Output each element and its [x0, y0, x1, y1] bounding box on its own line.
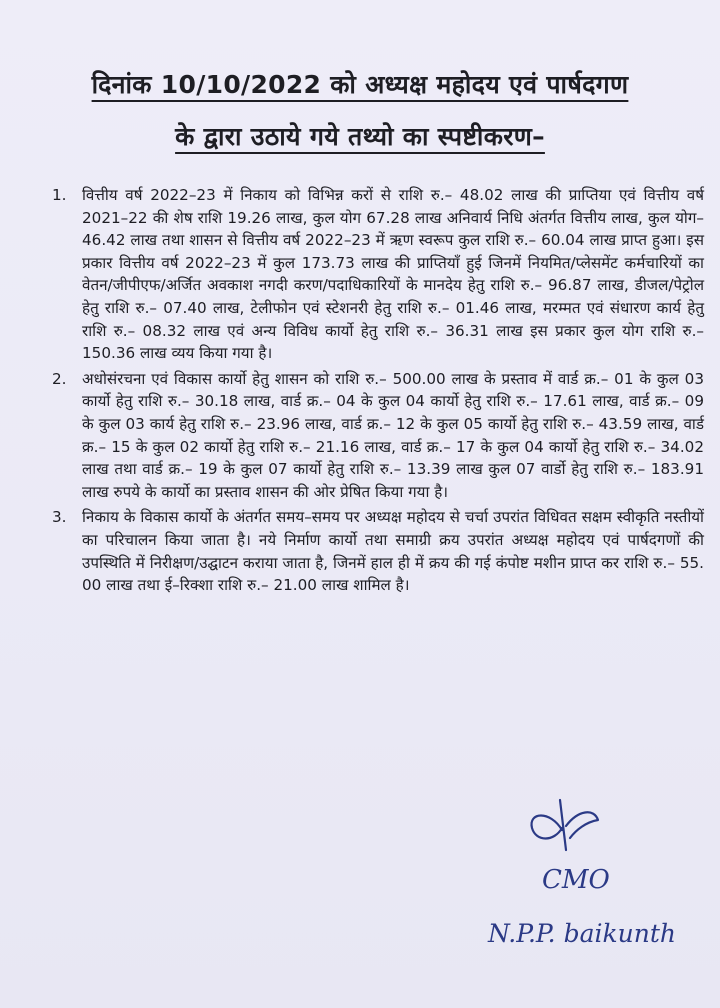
item-number: 3. [52, 508, 67, 527]
item-text: निकाय के विकास कार्यो के अंतर्गत समय–समय पर अध्यक्ष महोदय से चर्चा उपरांत विधिवत सक्षम स्वीकृति नस्तीयों का परिचालन किया जाता है। नये निर्माण कार्यो तथा समाग्री क्रय उपरांत अध्यक्ष महोदय एवं पार्षदगणों की उपस्थिति में निरीक्षण/उद्घाटन कराया जाता है, जिनमें हाल ही में क्रय की गई कंपोष्ट मशीन प्राप्त कर राशि रु.– 55. 00 लाख तथा ई–रिक्शा राशि रु.– 21.00 लाख शामिल है। [82, 508, 704, 595]
item-text: अधोसंरचना एवं विकास कार्यो हेतु शासन को राशि रु.– 500.00 लाख के प्रस्ताव में वार्ड क्र.– 01 के कुल 03 कार्यो हेतु राशि रु.– 30.18 लाख, वार्ड क्र.– 04 के कुल 04 कार्यो हेतु राशि रु.– 17.61 लाख, वार्ड क्र.– 09 के कुल 03 कार्य हेतु राशि रु.– 23.96 लाख, वार्ड क्र.– 12 के कुल 05 कार्यो हेतु राशि रु.– 43.59 लाख, वार्ड क्र.– 15 के कुल 02 कार्यो हेतु राशि रु.– 21.16 लाख, वार्ड क्र.– 17 के कुल 04 कार्यो हेतु राशि रु.– 34.02 लाख तथा वार्ड क्र.– 19 के कुल 07 कार्यो हेतु राशि रु.– 13.39 लाख कुल 07 वार्डो हेतु राशि रु.– 183.91 लाख रुपये के कार्यो का प्रस्ताव शासन की ओर प्रेषित किया गया है। [82, 369, 704, 501]
handwritten-signature [470, 780, 720, 960]
list-item [52, 368, 704, 504]
clarification-list [52, 184, 704, 600]
signature-scribble [532, 800, 598, 850]
list-item [52, 184, 704, 365]
list-item [52, 506, 704, 596]
document-title-line-2: के द्वारा उठाये गये तथ्यो का स्पष्टीकरण– [175, 122, 545, 151]
signature-name: N.P.P. baikunth [488, 919, 676, 948]
item-number: 2. [52, 369, 67, 388]
signature-designation: CMO [542, 865, 610, 895]
item-number: 1. [52, 186, 67, 204]
item-text: वित्तीय वर्ष 2022–23 में निकाय को विभिन्न करों से राशि रु.– 48.02 लाख की प्राप्तिया एवं वित्तीय वर्ष 2021–22 की शेष राशि 19.26 लाख, कुल योग 67.28 लाख अनिवार्य निधि अंतर्गत वित्तीय लाख, कुल योग– 46.42 लाख तथा शासन से वित्तीय वर्ष 2022–23 में ऋण स्वरूप कुल राशि रु.– 60.04 लाख प्राप्त हुआ। इस प्रकार वित्तीय वर्ष 2022–23 में कुल 173.73 लाख की प्राप्तियाँ हुई जिनमें नियमित/प्लेसमेंट कर्मचारियों का वेतन/जीपीएफ/अर्जित अवकाश नगदी करण/पदाधिकारियों के मानदेय हेतु राशि रु.– 96.87 लाख, डीजल/पेट्रोल हेतु राशि रु.– 07.40 लाख, टेलीफोन एवं स्टेशनरी हेतु राशि रु.– 01.46 लाख, मरम्मत एवं संधारण कार्य हेतु राशि रु.– 08.32 लाख एवं अन्य विविध कार्यो हेतु राशि रु.– 36.31 लाख इस प्रकार कुल योग राशि रु.– 150.36 लाख व्यय किया गया है। [82, 186, 704, 363]
document-title-line-1: दिनांक 10/10/2022 को अध्यक्ष महोदय एवं पार्षदगण [91, 70, 629, 99]
